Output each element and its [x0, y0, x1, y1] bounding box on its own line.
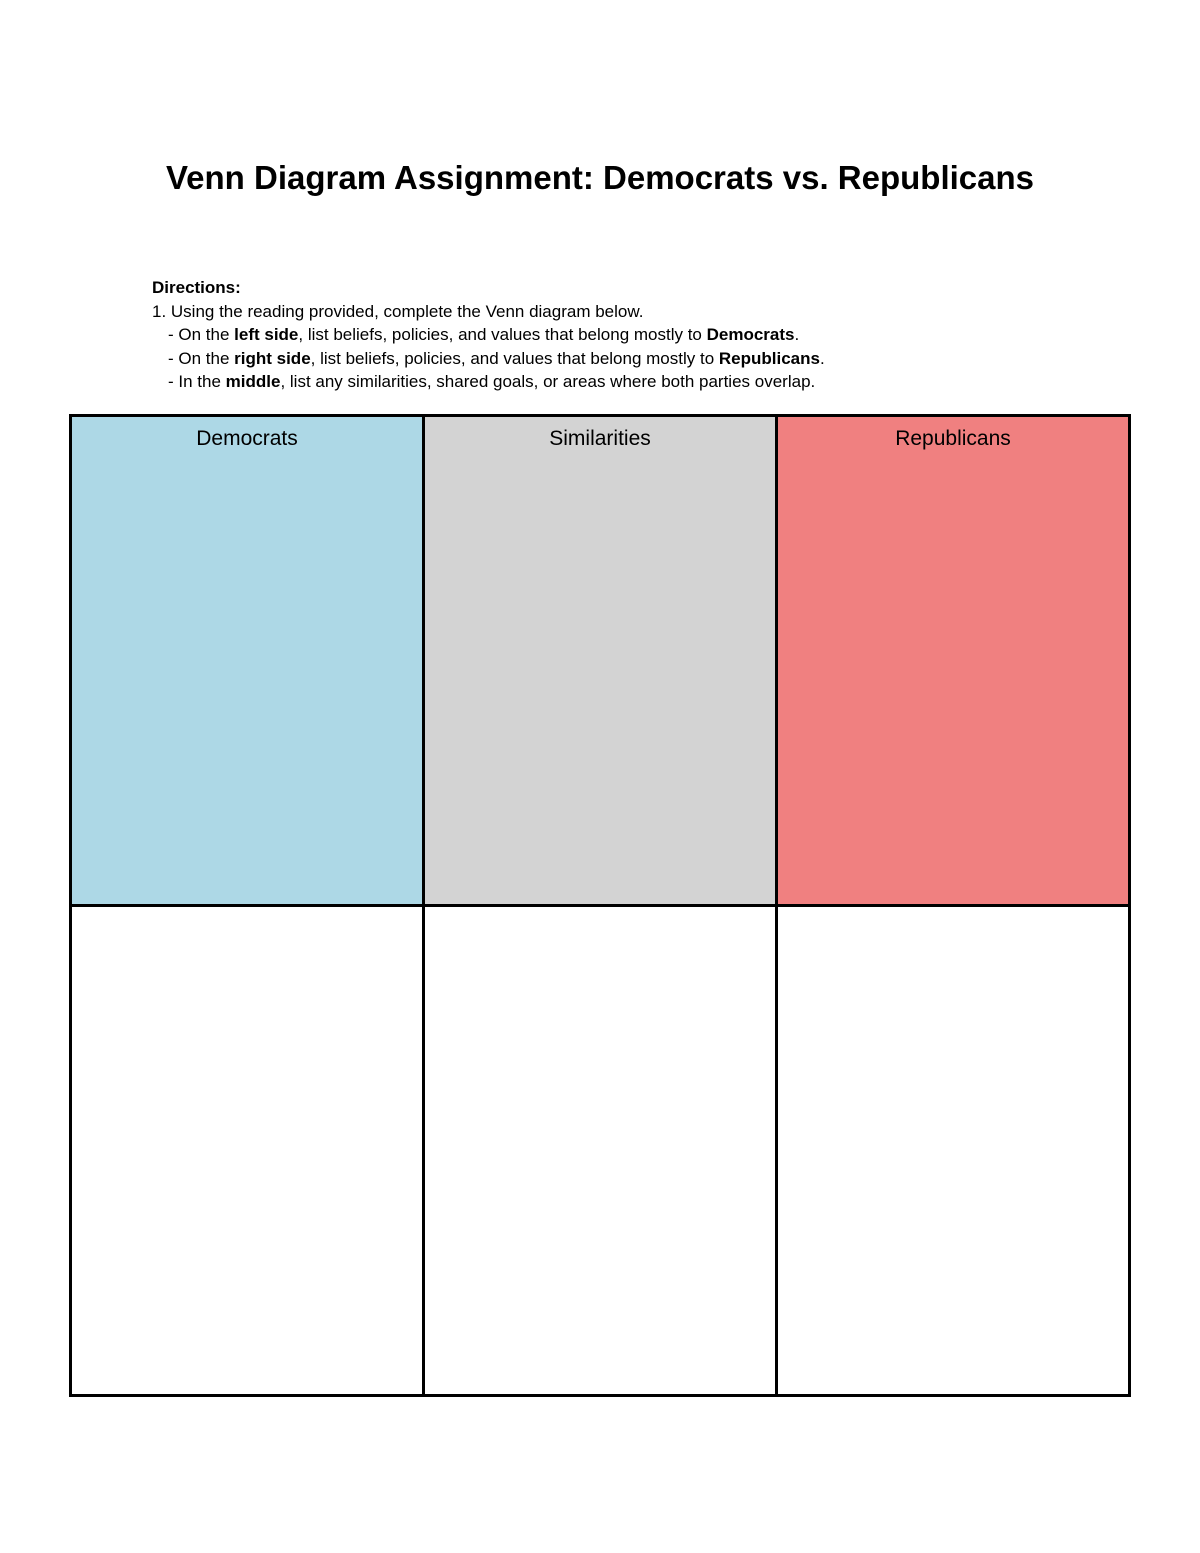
directions-step-1: 1. Using the reading provided, complete the Venn diagram below.: [152, 301, 644, 321]
bullet-text: , list beliefs, policies, and values that belong mostly to: [310, 348, 719, 368]
similarities-header: Similarities: [549, 427, 651, 450]
bullet-text: , list beliefs, policies, and values that belong mostly to: [298, 325, 707, 344]
venn-table: [69, 414, 1131, 1397]
page-title: Venn Diagram Assignment: Democrats vs. Republicans: [165, 159, 1035, 196]
bullet-prefix: - On the: [168, 348, 235, 368]
bullet-emphasis: left side: [234, 325, 299, 344]
directions-block: [152, 276, 825, 394]
republicans-header: Republicans: [895, 427, 1011, 450]
bullet-emphasis: right side: [234, 348, 311, 368]
directions-bullet-right: [152, 347, 825, 371]
bullet-suffix: .: [819, 348, 825, 368]
democrats-header: Democrats: [196, 427, 298, 450]
bullet-emphasis: middle: [225, 372, 281, 391]
democrats-column[interactable]: [72, 417, 422, 904]
directions-bullet-left: [152, 323, 825, 347]
bullet-prefix: - On the: [168, 325, 235, 344]
democrats-answer-cell[interactable]: [72, 907, 422, 1394]
republicans-column[interactable]: [778, 417, 1128, 904]
bullet-party: Republicans: [718, 348, 820, 368]
similarities-answer-cell[interactable]: [425, 907, 775, 1394]
bullet-suffix: .: [794, 325, 800, 344]
bullet-text: , list any similarities, shared goals, or areas where both parties overlap.: [280, 372, 816, 391]
bullet-party: Democrats: [706, 325, 795, 344]
directions-bullet-middle: [152, 370, 825, 394]
similarities-column[interactable]: [425, 417, 775, 904]
bullet-prefix: - In the: [168, 372, 226, 391]
directions-heading: Directions:: [152, 278, 241, 297]
republicans-answer-cell[interactable]: [778, 907, 1128, 1394]
